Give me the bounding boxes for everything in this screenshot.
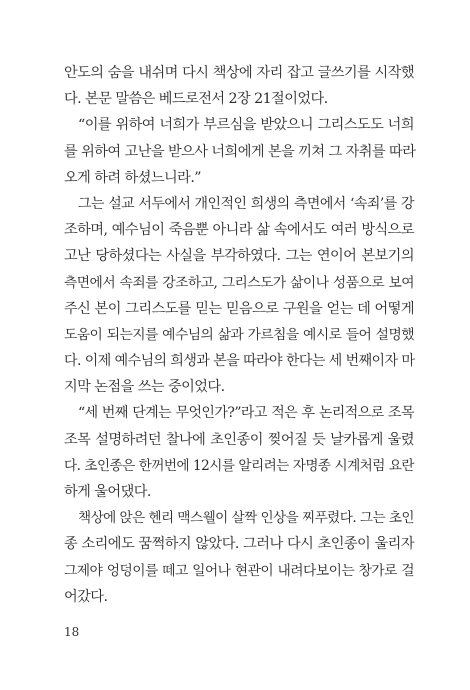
text-line: 그는 설교 서두에서 개인적인 희생의 측면에서 ‘속죄’를 강 [78, 195, 414, 212]
text-line: 그제야 엉덩이를 떼고 일어나 현관이 내려다보이는 창가로 걸 [64, 562, 414, 579]
text-line: 종 소리에도 꿈쩍하지 않았다. 그러나 다시 초인종이 울리자 [64, 536, 414, 553]
text-line: 측면에서 속죄를 강조하고, 그리스도가 삶이나 성품으로 보여 [64, 274, 414, 291]
text-line: 다. 이제 예수님의 희생과 본을 따라야 한다는 세 번째이자 마 [64, 353, 415, 370]
text-line: 를 위하여 고난을 받으사 너희에게 본을 끼쳐 그 자취를 따라 [64, 143, 416, 160]
page-number: 18 [64, 625, 80, 639]
text-line: 도움이 되는지를 예수님의 삶과 가르침을 예시로 들어 설명했 [64, 326, 414, 343]
text-line: “이를 위하여 너희가 부르심을 받았으니 그리스도도 너희 [78, 117, 414, 134]
body-text [64, 60, 414, 610]
text-line: 하게 울어댔다. [64, 484, 151, 500]
text-line: “세 번째 단계는 무엇인가?”라고 적은 후 논리적으로 조목 [78, 405, 414, 422]
text-line: 어갔다. [64, 588, 108, 605]
text-line: 지막 논점을 쓰는 중이었다. [64, 379, 225, 396]
text-line: 책상에 앉은 헨리 맥스웰이 살짝 인상을 찌푸렸다. 그는 초인 [78, 510, 414, 527]
text-line: 다. 초인종은 한꺼번에 12시를 알리려는 자명종 시계처럼 요란 [64, 457, 414, 474]
text-line: 주신 본이 그리스도를 믿는 믿음으로 구원을 얻는 데 어떻게 [64, 300, 414, 317]
text-line: 오게 하려 하셨느니라.” [64, 169, 201, 186]
text-line: 다. 본문 말씀은 베드로전서 2장 21절이었다. [64, 91, 328, 108]
text-line: 안도의 숨을 내쉬며 다시 책상에 자리 잡고 글쓰기를 시작했 [64, 65, 414, 81]
text-line: 고난 당하셨다는 사실을 부각하였다. 그는 연이어 본보기의 [64, 248, 414, 265]
text-line: 조목 설명하려던 찰나에 초인종이 찢어질 듯 날카롭게 울렸 [64, 431, 414, 448]
text-line: 조하며, 예수님이 죽음뿐 아니라 삶 속에서도 여러 방식으로 [64, 222, 414, 239]
